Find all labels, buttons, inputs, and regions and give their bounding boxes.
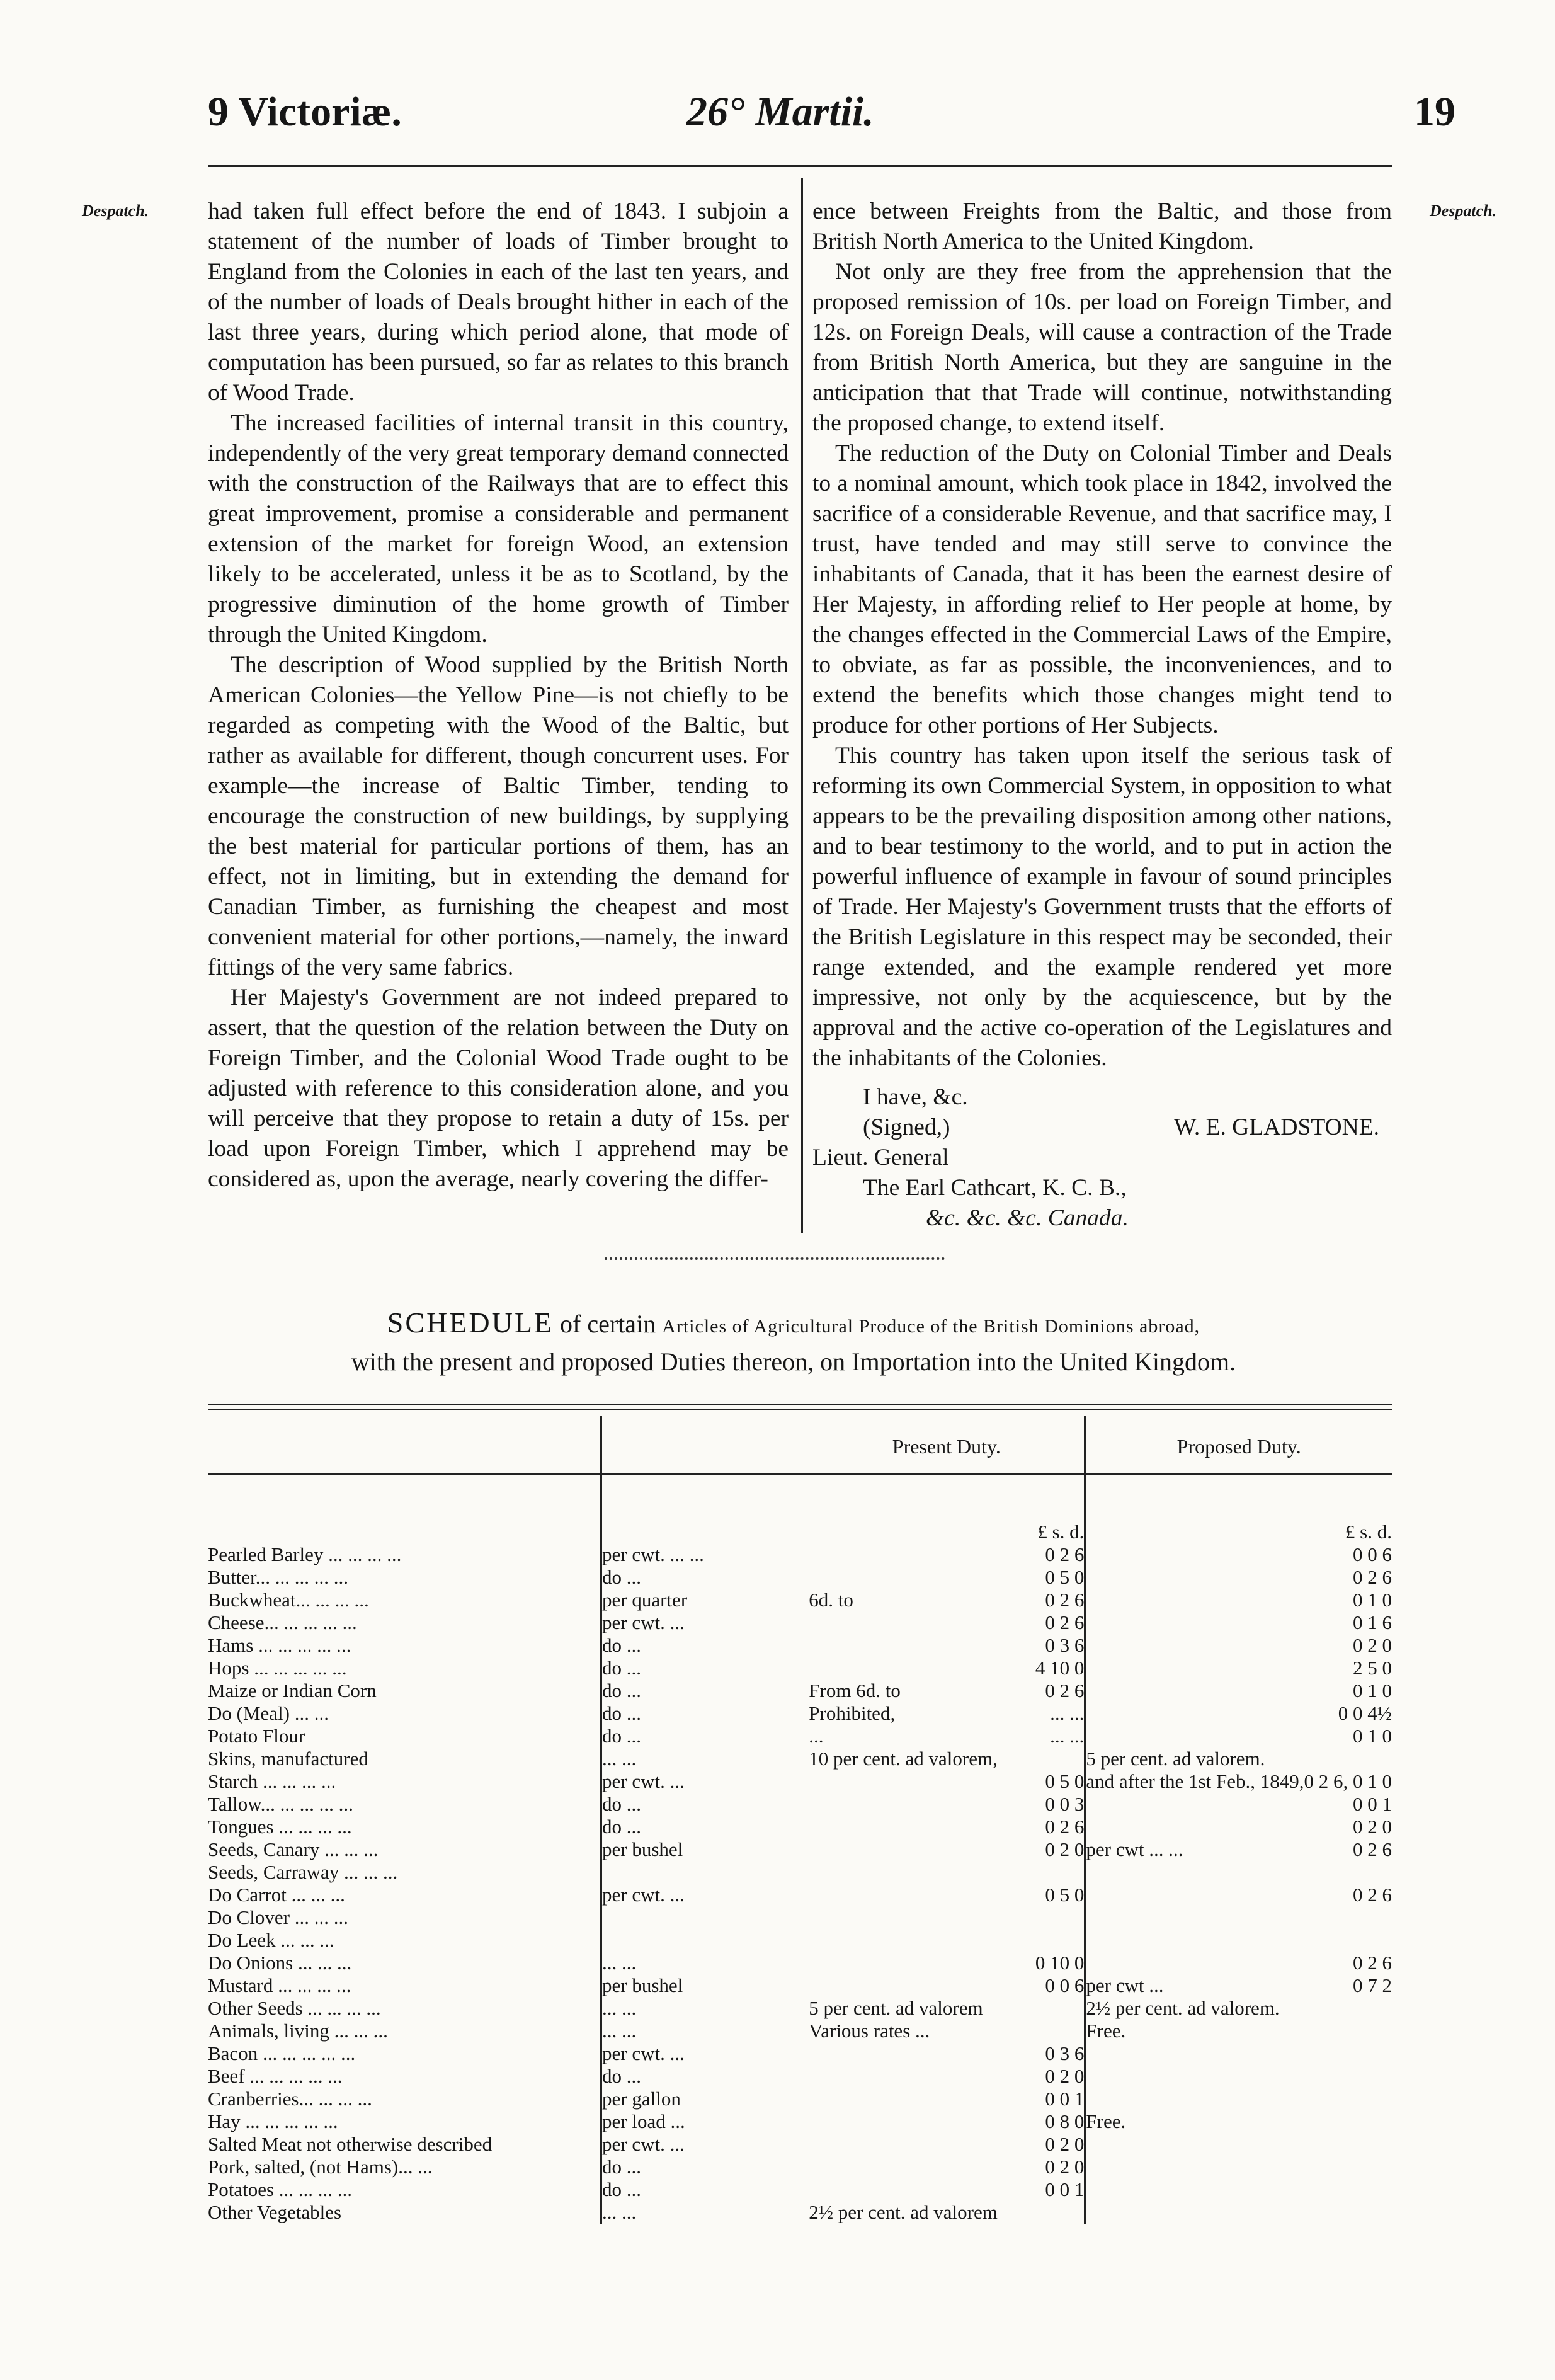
present-note-cell — [809, 2178, 998, 2201]
proposed-note-cell — [1085, 1906, 1304, 1929]
schedule-row — [208, 1748, 1392, 1770]
article-cell: Buckwheat... ... ... ... — [208, 1589, 369, 1611]
proposed-duty-cell: 0 1 6 — [1353, 1611, 1392, 1633]
unit-cell: per cwt. ... — [601, 1884, 809, 1906]
present-note-cell — [809, 2042, 998, 2065]
article-cell: Beef ... ... ... ... ... — [208, 2065, 343, 2087]
proposed-duty-cell — [1304, 2201, 1392, 2224]
proposed-note-cell — [1085, 2065, 1304, 2088]
schedule-row — [208, 1634, 1392, 1657]
proposed-duty-cell — [1304, 2088, 1392, 2110]
article-cell: Tallow... ... ... ... ... — [208, 1793, 353, 1815]
article-cell: Seeds, Canary ... ... ... — [208, 1838, 379, 1860]
unit-cell: per quarter — [601, 1589, 809, 1611]
article-cell: Pearled Barley ... ... ... ... — [208, 1543, 402, 1565]
present-duty-cell — [998, 1997, 1085, 2020]
present-duty-cell: 0 0 3 — [998, 1793, 1085, 1816]
present-note-cell: From 6d. to — [809, 1679, 901, 1702]
proposed-note-cell: Free. — [1086, 2020, 1126, 2042]
proposed-note-cell: 5 per cent. ad valorem. — [1086, 1748, 1265, 1770]
margin-note-left: Despatch. — [82, 202, 149, 220]
right-paragraph-4: This country has taken upon itself the serious task of reforming its own Commercial System, in opposition to what appears to be the prevailing disposition among other nations, and to bear testimony to the world, and to put in action the powerful influence of example in favour of sound principles of Trade. Her Majesty's Government trusts that the efforts of the British Legislature in this respect may be seconded, their range extended, and the example rendered yet more impressive, not only by the acquiescence, but by the approval and the active co-operation of the Legislatures and the inhabitants of the Colonies. — [812, 743, 1392, 1071]
proposed-duty-cell: 0 2 6 — [1353, 1838, 1392, 1860]
unit-cell: per load ... — [601, 2110, 809, 2133]
unit-cell: per gallon — [601, 2088, 809, 2110]
present-note-cell — [809, 1838, 998, 1861]
present-note-cell — [809, 1634, 998, 1657]
unit-cell: per cwt. ... — [601, 1770, 809, 1793]
article-cell: Other Vegetables — [208, 2201, 342, 2223]
present-duty-cell: 0 10 0 — [998, 1952, 1085, 1974]
article-cell: Potato Flour — [208, 1725, 305, 1747]
proposed-duty-cell: 0 2 6 — [1353, 1566, 1392, 1588]
present-note-cell — [809, 1952, 998, 1974]
proposed-note-cell: per cwt ... ... — [1086, 1838, 1183, 1860]
present-duty-header: Present Duty. — [809, 1416, 1085, 1474]
present-duty-cell — [998, 1906, 1085, 1929]
present-duty-cell — [998, 1861, 1085, 1884]
article-cell: Butter... ... ... ... ... — [208, 1566, 349, 1588]
header-rule — [208, 165, 1392, 167]
left-paragraph-3: The description of Wood supplied by the British North American Colonies—the Yellow Pine—is not chiefly to be regarded as competing with the Wood of the Baltic, but rather as available for different, though concurrent uses. For example—the increase of Baltic Timber, tending to encourage the construction of new buildings, by supplying the best material for particular portions of them, has an effect, not in limiting, but in extending the demand for Canadian Timber, as furnishing the cheapest and most convenient material for other portions,—namely, the inward fittings of the very same fabrics. — [208, 652, 789, 980]
unit-cell: do ... — [601, 2156, 809, 2178]
unit-cell: do ... — [601, 1702, 809, 1725]
present-note-cell — [809, 1611, 998, 1634]
present-note-cell — [809, 1816, 998, 1838]
article-cell: Do Clover ... ... ... — [208, 1906, 349, 1928]
present-note-cell — [809, 2110, 998, 2133]
closing-salutation: I have, &c. — [863, 1084, 968, 1110]
schedule-title-word: SCHEDULE — [387, 1307, 554, 1339]
schedule-row — [208, 1611, 1392, 1634]
schedule-row — [208, 2178, 1392, 2201]
present-duty-cell: ... ... — [998, 1725, 1085, 1748]
proposed-duty-cell: 2 5 0 — [1353, 1657, 1392, 1679]
running-head-center: 26° Martii. — [686, 89, 874, 135]
schedule-row — [208, 2201, 1392, 2224]
proposed-note-cell — [1085, 1793, 1304, 1816]
schedule-table — [208, 1416, 1392, 2224]
right-paragraph-3: The reduction of the Duty on Colonial Timber and Deals to a nominal amount, which took place in 1842, involved the sacrifice of a considerable Revenue, and that sacrifice may, I trust, have tended and may still serve to convince the inhabitants of Canada, that it has been the earnest desire of Her Majesty, in affording relief to Her people at home, by the changes effected in the Commercial Laws of the Empire, to obviate, as far as possible, the inconveniences, and to extend the benefits which those changes might tend to produce for other portions of Her Subjects. — [812, 440, 1392, 738]
schedule-row — [208, 2156, 1392, 2178]
present-duty-cell: 0 8 0 — [998, 2110, 1085, 2133]
schedule-row — [208, 1702, 1392, 1725]
schedule-row — [208, 1793, 1392, 1816]
schedule-row — [208, 1770, 1392, 1793]
present-duty-cell: 0 2 6 — [998, 1589, 1085, 1611]
proposed-note-cell — [1085, 2156, 1304, 2178]
present-duty-cell: 0 5 0 — [998, 1566, 1085, 1589]
proposed-duty-cell: 0 2 6, 0 1 0 — [1304, 1770, 1392, 1792]
proposed-duty-cell — [1304, 2178, 1392, 2201]
schedule-row — [208, 2088, 1392, 2110]
schedule-top-rule — [208, 1404, 1392, 1405]
schedule-row — [208, 2110, 1392, 2133]
present-duty-cell: 0 2 6 — [998, 1816, 1085, 1838]
schedule-row — [208, 2065, 1392, 2088]
schedule-row — [208, 1929, 1392, 1952]
right-paragraph-1: ence between Freights from the Baltic, and those from British North America to the United Kingdom. — [812, 198, 1392, 255]
present-duty-cell: 0 2 6 — [998, 1611, 1085, 1634]
proposed-note-cell — [1085, 1725, 1304, 1748]
proposed-duty-cell — [1304, 2042, 1392, 2065]
right-paragraph-2: Not only are they free from the apprehension that the proposed remission of 10s. per load on Foreign Timber, and 12s. on Foreign Deals, will cause a contraction of the Trade from British North America, but they are sanguine in the anticipation that that Trade will continue, notwithstanding the proposed change, to extend itself. — [812, 259, 1392, 436]
schedule-row — [208, 2020, 1392, 2042]
unit-cell: do ... — [601, 1679, 809, 1702]
unit-cell: ... ... — [601, 2201, 809, 2224]
proposed-note-cell — [1085, 1816, 1304, 1838]
proposed-duty-cell — [1304, 2020, 1392, 2042]
schedule-title-smallcaps: Articles of Agricultural Produce of the British Dominions abroad, — [662, 1316, 1200, 1337]
proposed-duty-cell: 0 7 2 — [1353, 1974, 1392, 1996]
present-note-cell — [809, 1566, 998, 1589]
present-note-cell — [809, 1929, 998, 1952]
proposed-note-cell — [1085, 1657, 1304, 1679]
present-duty-cell: 0 5 0 — [998, 1770, 1085, 1793]
present-note-cell — [809, 2065, 998, 2088]
present-note-cell — [809, 1543, 998, 1566]
proposed-duty-cell: 0 0 4½ — [1338, 1702, 1392, 1724]
proposed-note-cell — [1085, 1634, 1304, 1657]
schedule-row — [208, 1974, 1392, 1997]
left-paragraph-4: Her Majesty's Government are not indeed prepared to assert, that the question of the relation between the Duty on Foreign Timber, and the Colonial Wood Trade ought to be adjusted with reference to this consideration alone, and you will perceive that they propose to retain a duty of 15s. per load upon Foreign Timber, which I apprehend may be considered as, upon the average, nearly covering the differ- — [208, 985, 789, 1192]
unit-cell: per cwt. ... — [601, 2042, 809, 2065]
proposed-duty-cell: 0 2 6 — [1353, 1952, 1392, 1974]
proposed-note-cell: per cwt ... — [1086, 1974, 1164, 1996]
present-note-cell — [809, 1861, 998, 1884]
proposed-note-cell — [1085, 1861, 1304, 1884]
schedule-row — [208, 1725, 1392, 1748]
article-cell: Maize or Indian Corn — [208, 1679, 377, 1702]
addressee-rank: Lieut. General — [812, 1145, 949, 1170]
article-cell: Salted Meat not otherwise described — [208, 2133, 493, 2155]
proposed-duty-cell — [1304, 1906, 1392, 1929]
present-note-cell: 6d. to — [809, 1589, 853, 1611]
proposed-duty-cell: 0 1 0 — [1353, 1679, 1392, 1702]
present-duty-cell: 0 0 1 — [998, 2088, 1085, 2110]
proposed-duty-cell: 0 0 6 — [1353, 1543, 1392, 1565]
proposed-duty-header: Proposed Duty. — [1176, 1435, 1301, 1458]
page-number: 19 — [1414, 89, 1455, 135]
schedule-row — [208, 1679, 1392, 1702]
article-cell: Starch ... ... ... ... — [208, 1770, 336, 1792]
unit-cell — [601, 1861, 809, 1884]
present-note-cell — [809, 1906, 998, 1929]
schedule-row — [208, 1861, 1392, 1884]
proposed-note-cell — [1085, 2088, 1304, 2110]
present-note-cell — [809, 1974, 998, 1997]
present-lsd-header: £ s. d. — [998, 1474, 1085, 1543]
present-duty-cell: 0 0 6 — [998, 1974, 1085, 1997]
present-duty-cell: 4 10 0 — [998, 1657, 1085, 1679]
unit-cell: ... ... — [601, 1997, 809, 2020]
proposed-duty-cell — [1304, 1861, 1392, 1884]
present-duty-cell: 0 3 6 — [998, 1634, 1085, 1657]
proposed-note-cell: and after the 1st Feb., 1849, — [1086, 1770, 1304, 1792]
unit-cell: do ... — [601, 2178, 809, 2201]
article-cell: Skins, manufactured — [208, 1748, 368, 1770]
left-paragraph-2: The increased facilities of internal transit in this country, independently of the very great temporary demand connected with the construction of the Railways that are to effect this great improvement, promise a considerable and permanent extension of the market for foreign Wood, an extension likely to be accelerated, unless it be as to Scotland, by the progressive diminution of the home growth of Timber through the United Kingdom. — [208, 410, 789, 648]
proposed-duty-cell — [1304, 2065, 1392, 2088]
present-duty-cell — [998, 2201, 1085, 2224]
proposed-duty-cell: 0 2 0 — [1353, 1816, 1392, 1838]
article-cell: Hay ... ... ... ... ... — [208, 2110, 338, 2132]
schedule-row — [208, 2042, 1392, 2065]
present-note-cell: 2½ per cent. ad valorem — [809, 2201, 998, 2223]
proposed-note-cell — [1085, 2133, 1304, 2156]
present-note-cell — [809, 2088, 998, 2110]
schedule-row — [208, 1906, 1392, 1929]
article-cell: Bacon ... ... ... ... ... — [208, 2042, 356, 2064]
proposed-lsd-header: £ s. d. — [1304, 1474, 1392, 1543]
proposed-duty-cell: 0 0 1 — [1353, 1793, 1392, 1815]
proposed-duty-cell: 0 1 0 — [1353, 1725, 1392, 1747]
unit-cell: do ... — [601, 2065, 809, 2088]
present-note-cell — [809, 1884, 998, 1906]
addressee-place: &c. &c. &c. Canada. — [926, 1205, 1129, 1231]
unit-cell: ... ... — [601, 1952, 809, 1974]
unit-cell: per bushel — [601, 1974, 809, 1997]
article-cell: Seeds, Carraway ... ... ... — [208, 1861, 398, 1883]
present-note-cell: ... — [809, 1725, 824, 1747]
unit-cell: ... ... — [601, 1748, 809, 1770]
schedule-title: SCHEDULE of certain Articles of Agricultural Produce of the British Dominions abroad, with the present and proposed Duties thereon, on Importation into the United Kingdom. — [189, 1305, 1398, 1380]
closing-block — [812, 1082, 1392, 1233]
proposed-note-cell — [1085, 1929, 1304, 1952]
proposed-note-cell — [1085, 2042, 1304, 2065]
proposed-note-cell — [1085, 1679, 1304, 1702]
proposed-duty-cell — [1304, 2133, 1392, 2156]
present-note-cell — [809, 2156, 998, 2178]
article-cell: Other Seeds ... ... ... ... — [208, 1997, 381, 2019]
unit-cell: per cwt. ... — [601, 2133, 809, 2156]
present-note-cell: 10 per cent. ad valorem, — [809, 1748, 998, 1770]
article-cell: Mustard ... ... ... ... — [208, 1974, 351, 1996]
article-cell: Pork, salted, (not Hams)... ... — [208, 2156, 433, 2178]
unit-cell: do ... — [601, 1566, 809, 1589]
present-duty-cell: 0 3 6 — [998, 2042, 1085, 2065]
article-cell: Do Carrot ... ... ... — [208, 1884, 345, 1906]
proposed-note-cell — [1085, 1952, 1304, 1974]
unit-cell: do ... — [601, 1793, 809, 1816]
proposed-duty-cell — [1304, 2156, 1392, 2178]
unit-cell: do ... — [601, 1657, 809, 1679]
schedule-row — [208, 1543, 1392, 1566]
proposed-duty-cell: 0 1 0 — [1353, 1589, 1392, 1611]
present-note-cell: Various rates ... — [809, 2020, 930, 2042]
right-column — [812, 197, 1392, 1233]
proposed-note-cell — [1085, 1589, 1304, 1611]
proposed-duty-cell — [1304, 1748, 1392, 1770]
running-head-left: 9 Victoriæ. — [208, 89, 402, 135]
article-cell: Animals, living ... ... ... — [208, 2020, 388, 2042]
left-column — [208, 197, 789, 1194]
present-duty-cell — [998, 1929, 1085, 1952]
present-duty-cell: 0 2 0 — [998, 1838, 1085, 1861]
schedule-row — [208, 1884, 1392, 1906]
article-cell: Hops ... ... ... ... ... — [208, 1657, 347, 1679]
unit-cell: per bushel — [601, 1838, 809, 1861]
addressee-name: The Earl Cathcart, K. C. B., — [863, 1175, 1127, 1201]
schedule-row — [208, 1657, 1392, 1679]
present-duty-cell: 0 2 0 — [998, 2156, 1085, 2178]
present-note-cell — [809, 2133, 998, 2156]
article-cell: Tongues ... ... ... ... — [208, 1816, 352, 1838]
unit-cell — [601, 1906, 809, 1929]
schedule-row — [208, 1816, 1392, 1838]
article-cell: Cranberries... ... ... ... — [208, 2088, 372, 2110]
schedule-row — [208, 1952, 1392, 1974]
present-duty-cell: 0 2 6 — [998, 1679, 1085, 1702]
article-cell: Potatoes ... ... ... ... — [208, 2178, 353, 2200]
present-duty-cell — [998, 1748, 1085, 1770]
article-cell: Do Onions ... ... ... — [208, 1952, 352, 1974]
article-cell: Cheese... ... ... ... ... — [208, 1611, 357, 1633]
present-duty-cell: 0 2 0 — [998, 2065, 1085, 2088]
present-duty-cell: 0 2 0 — [998, 2133, 1085, 2156]
proposed-note-cell — [1085, 1611, 1304, 1634]
proposed-duty-cell — [1304, 1929, 1392, 1952]
proposed-duty-cell: 0 2 6 — [1353, 1884, 1392, 1906]
proposed-duty-cell: 0 2 0 — [1353, 1634, 1392, 1656]
present-note-cell: 5 per cent. ad valorem — [809, 1997, 983, 2019]
article-cell: Do (Meal) ... ... — [208, 1702, 329, 1724]
present-note-cell — [809, 1657, 998, 1679]
present-note-cell: Prohibited, — [809, 1702, 896, 1724]
unit-cell: do ... — [601, 1634, 809, 1657]
present-duty-cell: ... ... — [998, 1702, 1085, 1725]
present-duty-cell — [998, 2020, 1085, 2042]
proposed-note-cell — [1085, 2178, 1304, 2201]
schedule-row — [208, 1589, 1392, 1611]
margin-note-right: Despatch. — [1430, 202, 1497, 220]
proposed-note-cell — [1085, 1543, 1304, 1566]
proposed-duty-cell — [1304, 2110, 1392, 2133]
schedule-row — [208, 1838, 1392, 1861]
proposed-note-cell — [1085, 1566, 1304, 1589]
present-duty-cell: 0 0 1 — [998, 2178, 1085, 2201]
signed-label: (Signed,) — [863, 1114, 950, 1140]
proposed-note-cell — [1085, 1884, 1304, 1906]
present-duty-cell: 0 2 6 — [998, 1543, 1085, 1566]
article-cell: Hams ... ... ... ... ... — [208, 1634, 351, 1656]
unit-cell: do ... — [601, 1816, 809, 1838]
section-separator — [605, 1257, 945, 1260]
article-cell: Do Leek ... ... ... — [208, 1929, 334, 1951]
proposed-note-cell — [1085, 2201, 1304, 2224]
proposed-duty-cell — [1304, 1997, 1392, 2020]
left-paragraph-1: had taken full effect before the end of 1843. I subjoin a statement of the number of loads of Timber brought to England from the Colonies in each of the last ten years, and of the number of loads of Deals brought hither in each of the last three years, during which period alone, that mode of computation has been pursued, so far as relates to this branch of Wood Trade. — [208, 198, 789, 406]
present-note-cell — [809, 1793, 998, 1816]
schedule-top-rule-2 — [208, 1409, 1392, 1410]
proposed-note-cell: 2½ per cent. ad valorem. — [1086, 1997, 1280, 2019]
schedule-row — [208, 1997, 1392, 2020]
unit-cell — [601, 1929, 809, 1952]
unit-cell: do ... — [601, 1725, 809, 1748]
proposed-note-cell: Free. — [1086, 2110, 1126, 2132]
unit-cell: ... ... — [601, 2020, 809, 2042]
schedule-subtitle: with the present and proposed Duties thereon, on Importation into the United Kingdom. — [351, 1347, 1236, 1376]
unit-cell: per cwt. ... — [601, 1611, 809, 1634]
schedule-row — [208, 1566, 1392, 1589]
column-divider — [801, 178, 803, 1233]
signature: W. E. GLADSTONE. — [1173, 1114, 1379, 1140]
proposed-note-cell — [1085, 1702, 1304, 1725]
present-note-cell — [809, 1770, 998, 1793]
schedule-row — [208, 2133, 1392, 2156]
unit-cell: per cwt. ... ... — [601, 1543, 809, 1566]
present-duty-cell: 0 5 0 — [998, 1884, 1085, 1906]
